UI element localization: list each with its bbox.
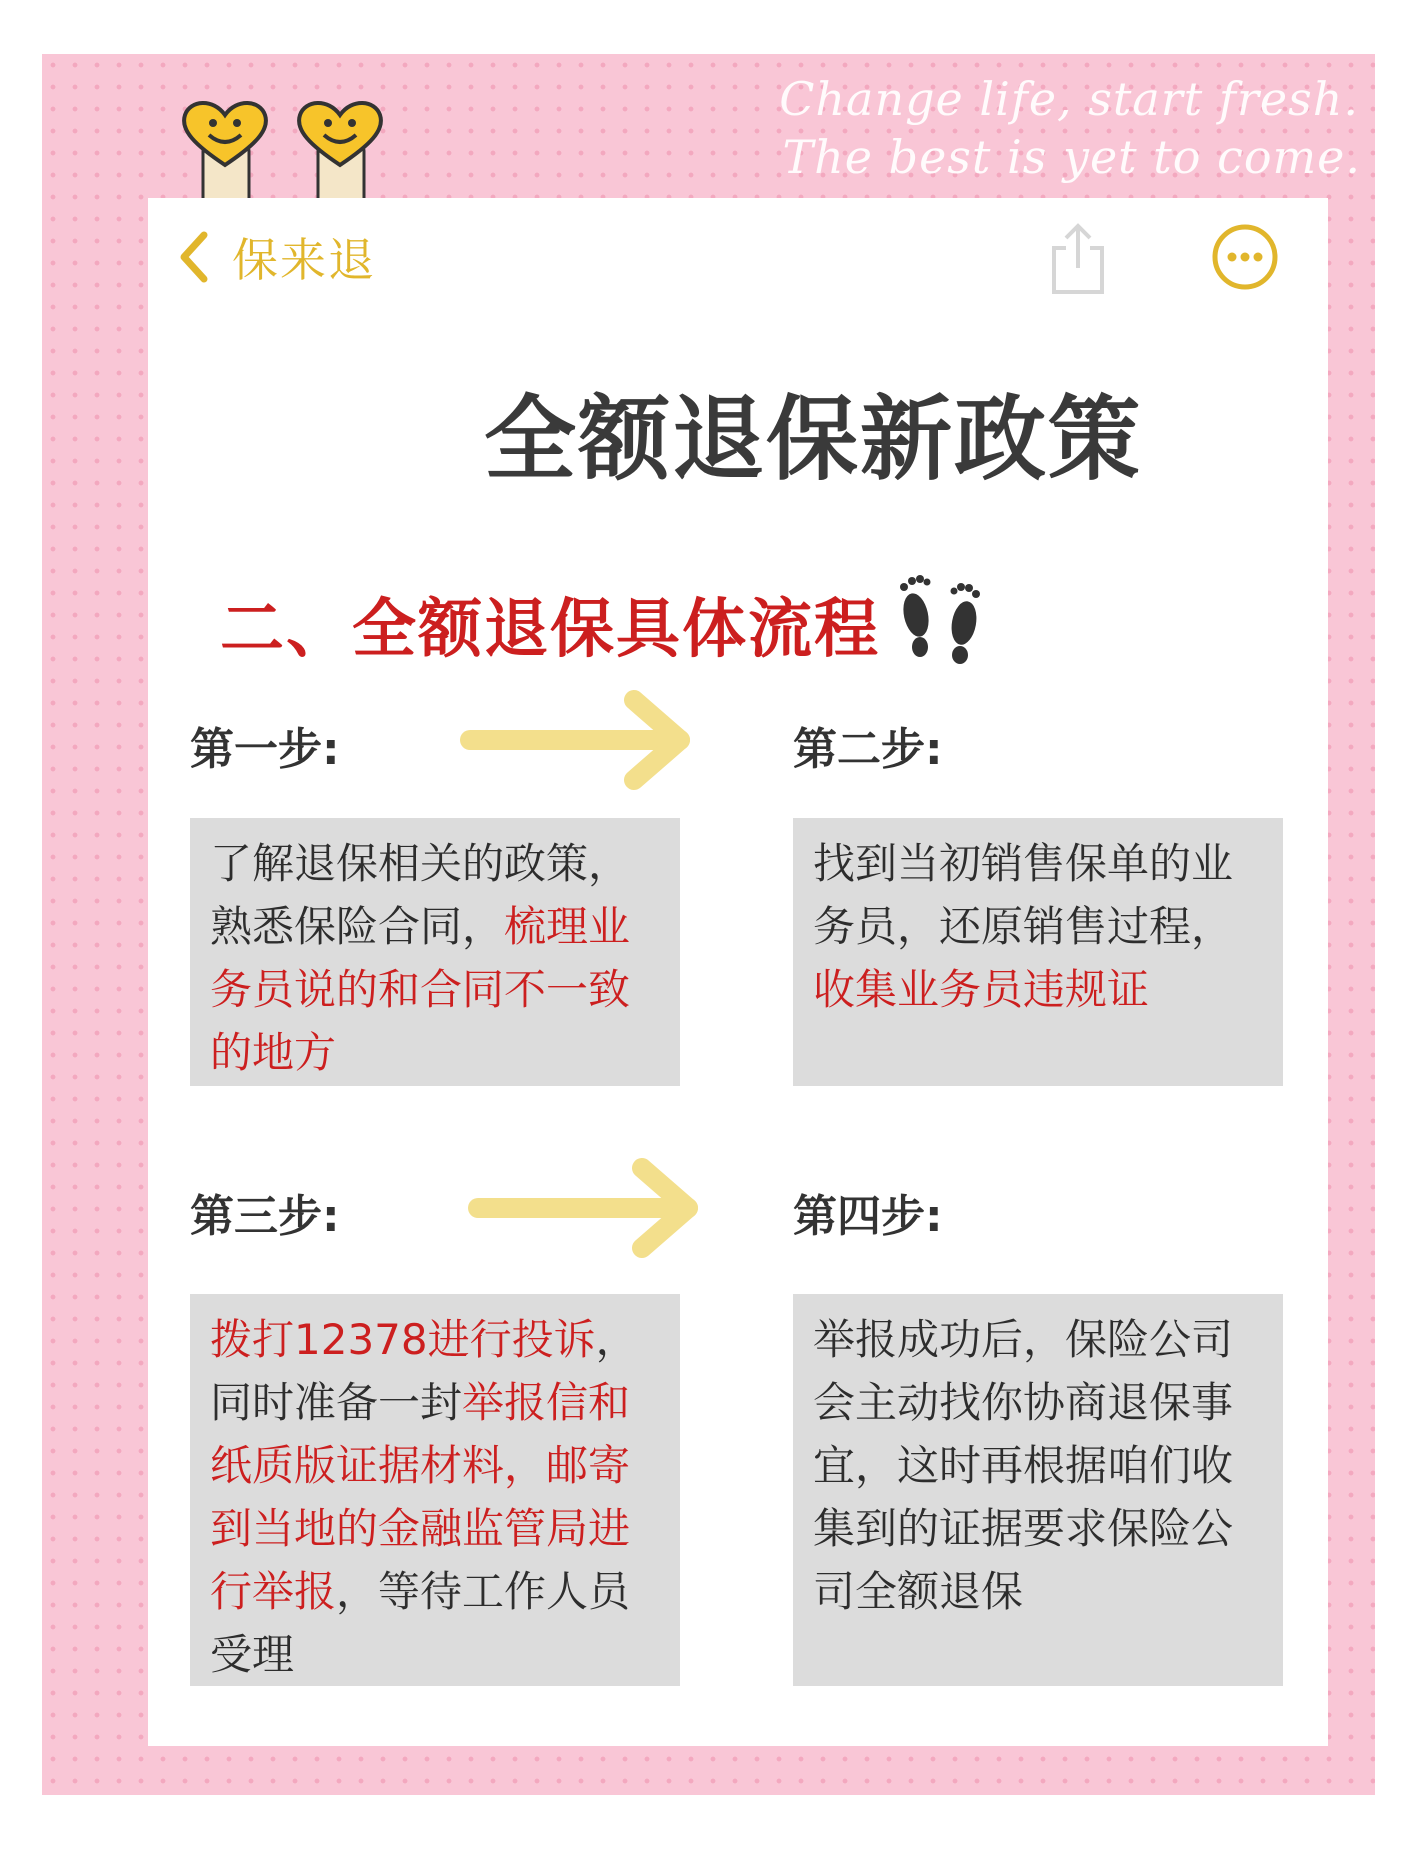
page-title: 全额退保新政策 — [483, 386, 1142, 493]
step-1-box — [190, 818, 680, 1086]
step-3-text-2: ，等待工作人员受理 — [210, 1567, 631, 1679]
step-1-text-highlight: 梳理业务员说的和合同不一致的地方 — [210, 902, 631, 1077]
step-4-text: 举报成功后，保险公司会主动找你协商退保事宜，这时再根据咱们收集到的证据要求保险公司全额退保 — [813, 1315, 1234, 1616]
step-4-box — [793, 1294, 1283, 1686]
section-title: 二、全额退保具体流程 — [220, 593, 880, 667]
more-icon[interactable] — [1211, 223, 1279, 291]
step-1-text: 了解退保相关的政策，熟悉保险合同， — [210, 839, 631, 951]
frame-wave-edge — [0, 54, 110, 1795]
share-icon[interactable] — [1048, 220, 1108, 296]
back-button[interactable] — [176, 224, 376, 290]
step-2-text: 找到当初销售保单的业务员，还原销售过程， — [813, 839, 1234, 951]
step-1-label: 第一步: — [190, 724, 340, 775]
content-sheet — [148, 198, 1328, 1746]
step-3-box — [190, 1294, 680, 1686]
step-2-box — [793, 818, 1283, 1086]
step-3-text-1: ，同时准备一封 — [210, 1315, 638, 1427]
step-3-text-highlight-1: 拨打12378进行投诉 — [210, 1315, 596, 1364]
step-3-label: 第三步: — [190, 1191, 340, 1242]
slogan-line-1: Change life, start fresh. — [779, 72, 1359, 126]
step-3-text-highlight-2: 举报信和纸质版证据材料，邮寄到当地的金融监管局进行举报 — [210, 1378, 631, 1616]
arrow-right-icon — [458, 690, 708, 790]
back-chevron-icon — [176, 229, 210, 285]
step-2-text-highlight: 收集业务员违规证 — [813, 965, 1150, 1014]
step-2-label: 第二步: — [793, 724, 943, 775]
step-4-label: 第四步: — [793, 1191, 943, 1242]
heart-smiley-icon — [175, 95, 415, 205]
back-label: 保来退 — [232, 233, 376, 287]
arrow-right-icon — [466, 1158, 716, 1258]
footprints-icon — [890, 565, 990, 665]
slogan-line-2: The best is yet to come. — [782, 130, 1361, 184]
